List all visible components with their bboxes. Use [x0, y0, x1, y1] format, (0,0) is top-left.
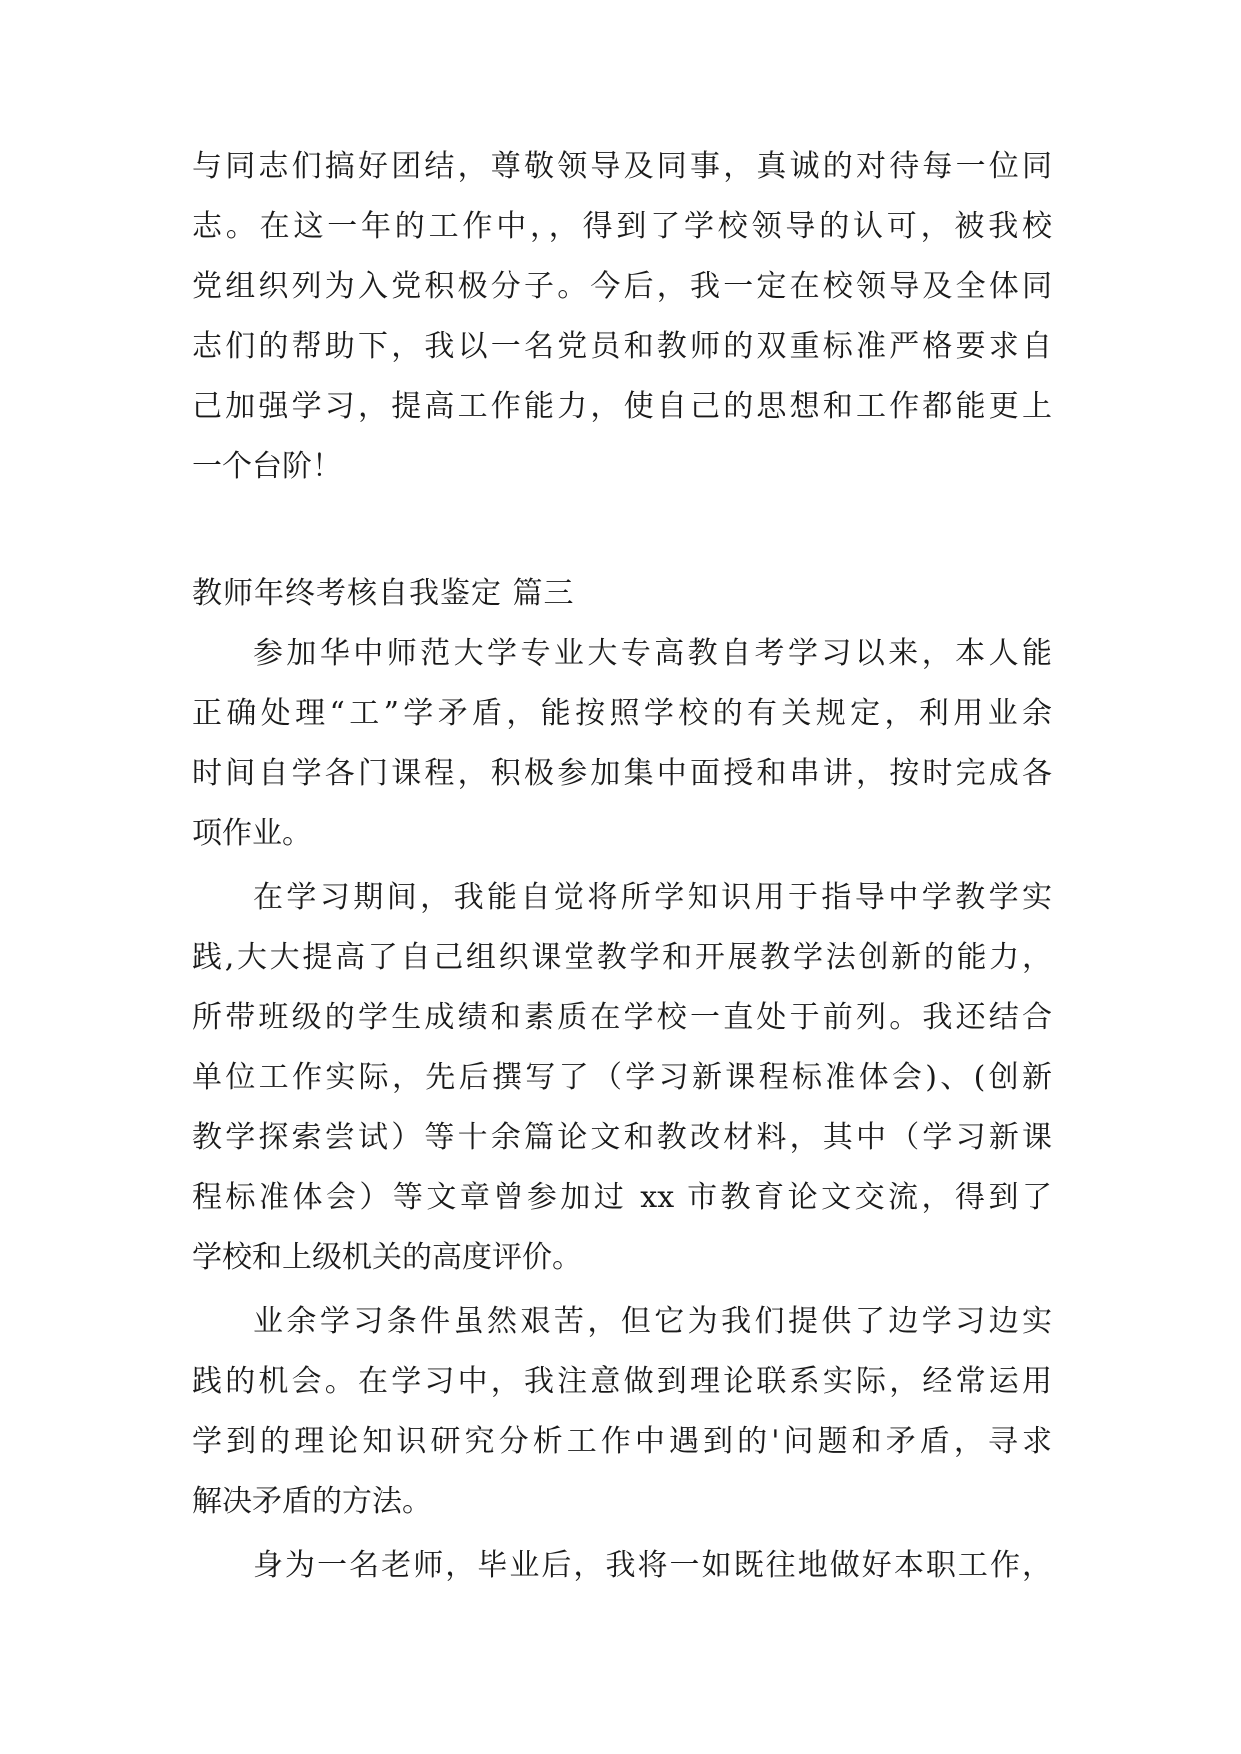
text-line: 正确处理“工”学矛盾，能按照学校的有关规定，利用业余: [192, 696, 1052, 731]
text-line: 在学习期间，我能自觉将所学知识用于指导中学教学实: [253, 880, 1052, 915]
text-line: 志们的帮助下，我以一名党员和教师的双重标准严格要求自: [192, 329, 1052, 364]
text-line: 践,大大提高了自己组织课堂教学和开展教学法创新的能力，: [192, 940, 1052, 975]
text-line: 业余学习条件虽然艰苦，但它为我们提供了边学习边实: [253, 1304, 1052, 1339]
text-line: 解决矛盾的方法。: [192, 1484, 432, 1519]
text-line: 程标准体会）等文章曾参加过 xx 市教育论文交流，得到了: [192, 1180, 1052, 1215]
text-line: 志。在这一年的工作中，，得到了学校领导的认可，被我校: [192, 209, 1052, 244]
text-line: 学到的理论知识研究分析工作中遇到的'问题和矛盾，寻求: [192, 1424, 1052, 1459]
text-line: 身为一名老师，毕业后，我将一如既往地做好本职工作，: [253, 1548, 1052, 1583]
text-line: 教学探索尝试）等十余篇论文和教改材料，其中（学习新课: [192, 1120, 1052, 1155]
text-line: 参加华中师范大学专业大专高教自考学习以来，本人能: [253, 636, 1052, 671]
text-line: 项作业。: [192, 816, 312, 851]
text-line: 单位工作实际，先后撰写了（学习新课程标准体会)、(创新: [192, 1060, 1052, 1095]
text-line: 己加强学习，提高工作能力，使自己的思想和工作都能更上: [192, 389, 1052, 424]
text-line: 学校和上级机关的高度评价。: [192, 1240, 582, 1275]
text-line: 党组织列为入党积极分子。今后，我一定在校领导及全体同: [192, 269, 1052, 304]
text-line: 与同志们搞好团结，尊敬领导及同事，真诚的对待每一位同: [192, 149, 1052, 184]
text-line: 所带班级的学生成绩和素质在学校一直处于前列。我还结合: [192, 1000, 1052, 1035]
text-line: 一个台阶！: [192, 449, 342, 484]
section-heading: 教师年终考核自我鉴定 篇三: [192, 576, 575, 611]
text-line: 践的机会。在学习中，我注意做到理论联系实际，经常运用: [192, 1364, 1052, 1399]
text-line: 时间自学各门课程，积极参加集中面授和串讲，按时完成各: [192, 756, 1052, 791]
